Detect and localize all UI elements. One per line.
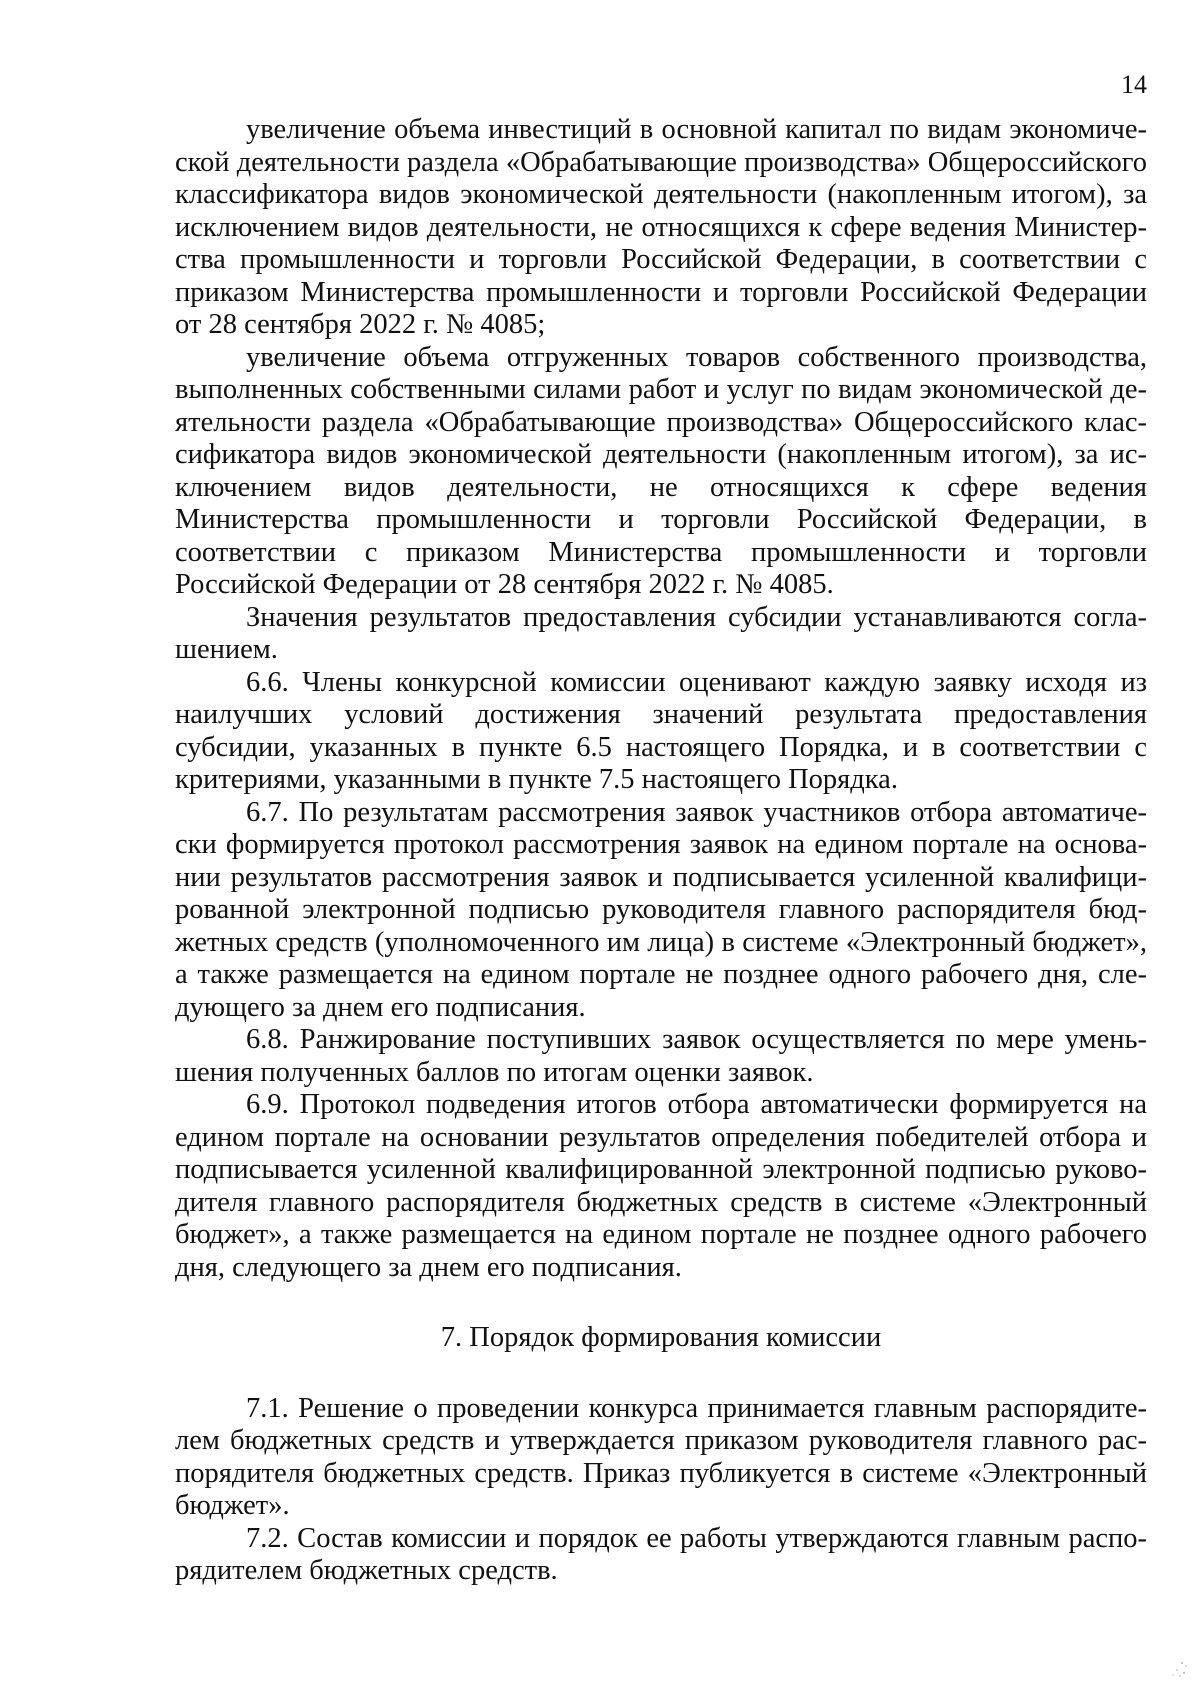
document-body [175,114,1147,1588]
paragraph-clause-6-7: 6.7. По результатам рассмотрения заявок участников отбора автоматически формируется протокол рассмотрения заявок на едином портале на основании результатов рассмотрения заявок и подписывается усиленной квалифицированной электронной подписью руководителя главного распорядителя бюджетных средств (уполномоченного им лица) в системе «Электронный бюджет», а также размещается на едином портале не позднее одного рабочего дня, следующего за днем его подписания. [175,796,1147,1023]
page-number: 14 [1121,70,1147,99]
paragraph-clause-6-9: 6.9. Протокол подведения итогов отбора автоматически формируется на едином портале на основании результатов определения победителей отбора и подписывается усиленной квалифицированной электронной подписью руководителя главного распорядителя бюджетных средств в системе «Электронный бюджет», а также размещается на едином портале не позднее одного рабочего дня, следующего за днем его подписания. [175,1089,1147,1283]
section-heading-7: 7. Порядок формирования комиссии [440,1322,882,1353]
paragraph-clause-7-2: 7.2. Состав комиссии и порядок ее работы утверждаются главным распорядителем бюджетных средств. [175,1522,1147,1586]
paragraph-clause-6-6: 6.6. Члены конкурсной комиссии оценивают каждую заявку исходя из наилучших условий достижения значений результата предоставления субсидии, указанных в пункте 6.5 настоящего Порядка, и в соответствии с критериями, указанными в пункте 7.5 настоящего Порядка. [175,666,1147,795]
scan-speck-icon [1168,1659,1190,1679]
paragraph-clause-7-1: 7.1. Решение о проведении конкурса принимается главным распорядителем бюджетных средств и утверждается приказом руководителя главного распорядителя бюджетных средств. Приказ публикуется в системе «Электронный бюджет». [175,1392,1147,1521]
paragraph-result-values: Значения результатов предоставления субсидии устанавливаются соглашением. [175,601,1147,665]
paragraph-investment-growth: увеличение объема инвестиций в основной капитал по видам экономической деятельности раздела «Обрабатывающие производства» Общероссийского классификатора видов экономической деятельности (накопленным итогом), за исключением видов деятельности, не относящихся к сфере ведения Министерства промышленности и торговли Российской Федерации, в соответствии с приказом Министерства промышленности и торговли Российской Федерации от 28 сентября 2022 г. № 4085; [175,114,1147,340]
paragraph-shipped-goods-growth: увеличение объема отгруженных товаров собственного производства, выполненных собственными силами работ и услуг по видам экономической деятельности раздела «Обрабатывающие производства» Общероссийского классификатора видов экономической деятельности (накопленным итогом), за исключением видов деятельности, не относящихся к сфере ведения Министерства промышленности и торговли Российской Федерации, в соответствии с приказом Министерства промышленности и торговли Российской Федерации от 28 сентября 2022 г. № 4085. [175,341,1147,600]
paragraph-clause-6-8: 6.8. Ранжирование поступивших заявок осуществляется по мере уменьшения полученных баллов по итогам оценки заявок. [175,1024,1147,1088]
